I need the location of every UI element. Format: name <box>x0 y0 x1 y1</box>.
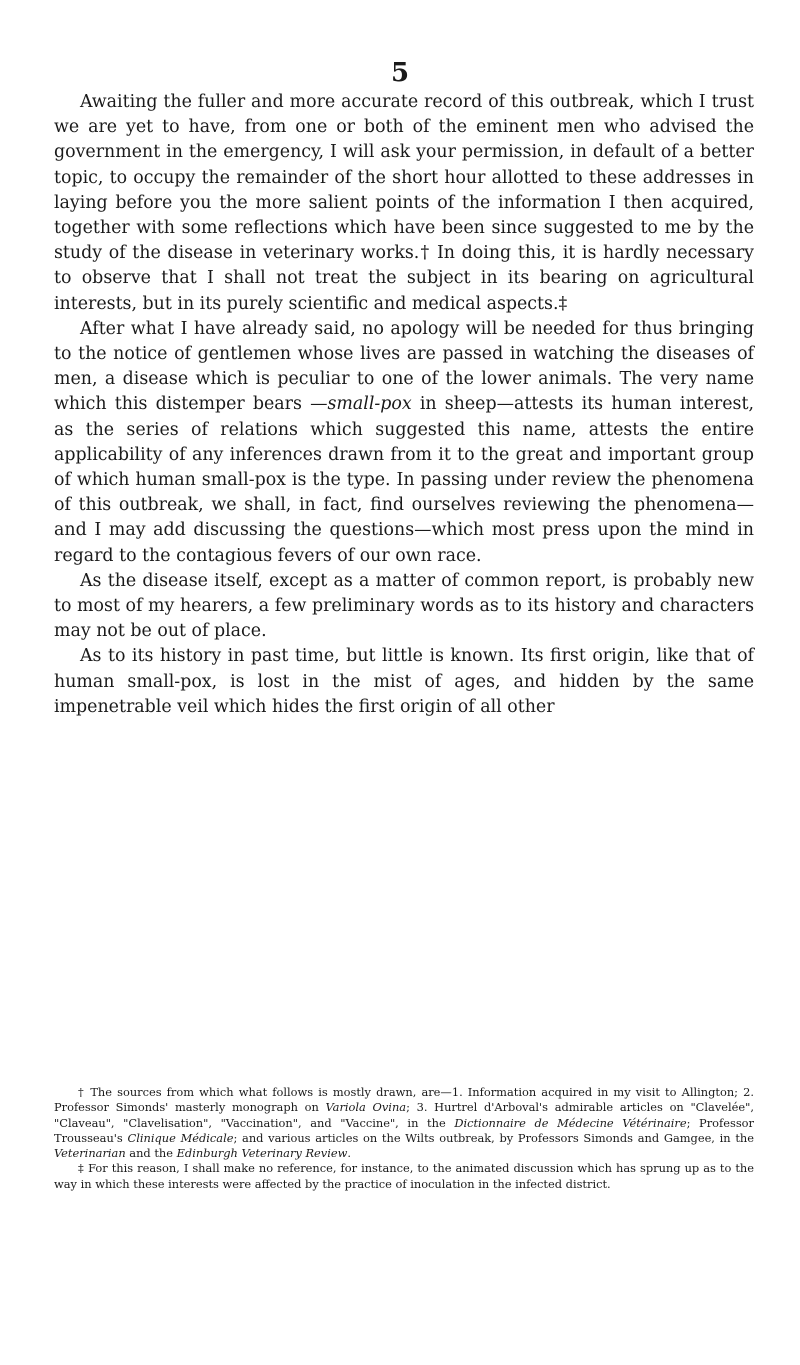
footnote-text: and the <box>125 1146 177 1161</box>
footnote-marker-double-dagger: ‡ <box>558 293 568 314</box>
footnote-marker-dagger: † <box>419 243 431 264</box>
page-number: 5 <box>390 58 410 88</box>
paragraph-awaiting <box>54 90 754 317</box>
footnote-text: ; 3. Hurtrel d'Arboval's admirable articles on "Clavelée", "Claveau", "Clavelisation", "Vaccination", and "Vaccine", in the <box>54 1100 754 1130</box>
italic-title: Veterinarian <box>54 1146 126 1161</box>
paragraph-apology <box>54 317 754 569</box>
body-text <box>54 90 754 720</box>
paragraph-text: In doing this, it is hardly necessary to observe that I shall not treat the subject in its bearing on agricultural interests, but in its purely scientific and medical aspects. <box>54 243 754 314</box>
italic-term: small-pox <box>327 394 412 415</box>
footnote-sources <box>54 1085 754 1161</box>
paragraph-history: As to its history in past time, but little is known. Its first origin, like that of human small-pox, is lost in the mist of ages, and hidden by the same impenetrable veil which hides the first origin of all other <box>54 646 754 717</box>
footnotes <box>54 1085 754 1192</box>
italic-title: Variola Ovina <box>325 1100 407 1115</box>
paragraph-text: Awaiting the fuller and more accurate record of this outbreak, which I trust we are yet to have, from one or both of the eminent men who advised the government in the emergency, I will ask your permission, in default of a better topic, to occupy the remainder of the short hour allotted to these addresses in laying before you the more salient points of the information I then acquired, together with some reflections which have been since suggested to me by the study of the disease in veterinary works. <box>54 92 754 264</box>
paragraph-text: After what I have already said, no apology will be needed for thus bringing to the notice of gentlemen whose lives are passed in watching the diseases of men, a disease which is peculiar to one of the lower animals. The very name which this distemper bears — <box>54 318 754 415</box>
footnote-text: . <box>347 1146 351 1161</box>
paragraph-text: in sheep—attests its human interest, as the series of relations which suggested this name, attests the entire applicability of any inferences drawn from it to the great and important group of which human small-pox is the type. In passing under review the phenomena of this outbreak, we shall, in fact, find ourselves reviewing the phenomena—and I may add discussing the questions—which most press upon the mind in regard to the contagious fevers of our own race. <box>54 394 754 566</box>
footnote-text: † The sources from which what follows is mostly drawn, are—1. Information acquired in my visit to Allington; 2. Professor Simonds' masterly monograph on <box>54 1085 754 1115</box>
italic-title: Edinburgh Veterinary Review <box>176 1146 348 1161</box>
paragraph-disease: As the disease itself, except as a matter of common report, is probably new to most of my hearers, a few preliminary words as to its history and characters may not be out of place. <box>54 570 754 642</box>
italic-title: Clinique Médicale <box>127 1130 234 1145</box>
italic-title: Dictionnaire de Médecine Vétérinaire <box>454 1115 687 1130</box>
footnote-text: ; Professor Trousseau's <box>54 1115 754 1145</box>
footnote-reason: ‡ For this reason, I shall make no reference, for instance, to the animated discussion which has sprung up as to the way in which these interests were affected by the practice of inoculation in the infected district. <box>54 1161 754 1191</box>
footnote-text: ; and various articles on the Wilts outbreak, by Professors Simonds and Gamgee, in the <box>233 1130 754 1145</box>
